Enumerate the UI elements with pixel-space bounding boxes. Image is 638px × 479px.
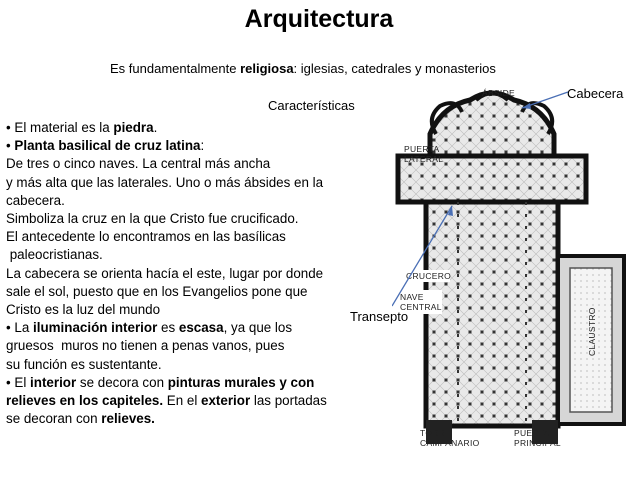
label-puerta-lateral: PUERTA	[404, 144, 440, 154]
text-span: • El	[6, 374, 31, 390]
label-puerta-lateral-2: LATERAL	[404, 154, 444, 164]
bold-span: exterior	[201, 393, 251, 409]
label-claustro: CLAUSTRO	[587, 307, 597, 356]
text-line: La cabecera se orienta hacía el este, lugar por donde	[6, 265, 324, 281]
text-span: las portadas	[250, 393, 327, 409]
text-span: •	[6, 138, 15, 154]
church-floor-plan	[392, 86, 632, 466]
text-line: gruesos muros no tienen a penas vanos, pues	[6, 338, 285, 354]
label-abside: ÁBSIDE	[482, 88, 515, 98]
subtitle-text: Es fundamentalmente	[110, 61, 241, 76]
label-crucero: CRUCERO	[406, 271, 452, 281]
label-campanario: CAMPANARIO	[420, 438, 480, 448]
subtitle-bold: religiosa	[240, 61, 294, 76]
text-span: • La	[6, 320, 34, 336]
bold-span: pinturas murales y con	[167, 374, 315, 390]
text-line	[6, 137, 391, 155]
label-torre: TORRE	[420, 428, 452, 438]
bold-span: relieves.	[101, 411, 155, 427]
annotation-transepto: Transepto	[350, 309, 409, 324]
text-span: es	[157, 320, 179, 336]
bold-span: Planta basilical de cruz latina	[14, 138, 201, 154]
bold-span: interior	[30, 374, 77, 390]
text-line: cabecera.	[6, 192, 65, 208]
text-span: se decoran con	[6, 411, 102, 427]
text-line	[6, 319, 391, 337]
bold-span: iluminación interior	[33, 320, 158, 336]
text-line: sale el sol, puesto que en los Evangelios pone que	[6, 283, 308, 299]
text-line: su función es sustentante.	[6, 356, 162, 372]
label-puerta-principal-2: PRINCIPAL	[514, 438, 561, 448]
text-span: • El material es la	[6, 120, 114, 135]
text-span: En el	[163, 393, 202, 409]
text-span: :	[200, 138, 205, 154]
page-title: Arquitectura	[244, 5, 394, 33]
text-line: paleocristianas.	[6, 247, 103, 263]
text-span: , ya que los	[223, 320, 293, 336]
subtitle-text-end: : iglesias, catedrales y monasterios	[293, 61, 496, 76]
label-nave-central-2: CENTRAL	[400, 302, 442, 312]
text-line	[6, 410, 391, 428]
text-line: y más alta que las laterales. Uno o más ábsides en la	[6, 174, 324, 190]
bold-span: relieves en los capiteles.	[6, 393, 164, 409]
bold-span: piedra	[113, 120, 154, 135]
subtitle	[110, 61, 496, 76]
text-line: De tres o cinco naves. La central más ancha	[6, 156, 271, 172]
nave	[426, 202, 558, 426]
text-line	[6, 374, 391, 392]
text-line: Simboliza la cruz en la que Cristo fue crucificado.	[6, 211, 299, 227]
annotation-cabecera: Cabecera	[567, 86, 624, 101]
text-span: .	[153, 120, 158, 135]
text-line	[6, 119, 391, 137]
text-line: El antecedente lo encontramos en las basílicas	[6, 229, 286, 245]
text-span: se decora con	[76, 374, 168, 390]
bold-span: escasa	[178, 320, 224, 336]
label-puerta-principal: PUERTA	[514, 428, 550, 438]
body-text	[6, 119, 391, 428]
label-nave-central: NAVE	[400, 292, 424, 302]
text-line: Cristo es la luz del mundo	[6, 302, 161, 318]
section-heading: Características	[268, 98, 355, 113]
text-line	[6, 392, 391, 410]
